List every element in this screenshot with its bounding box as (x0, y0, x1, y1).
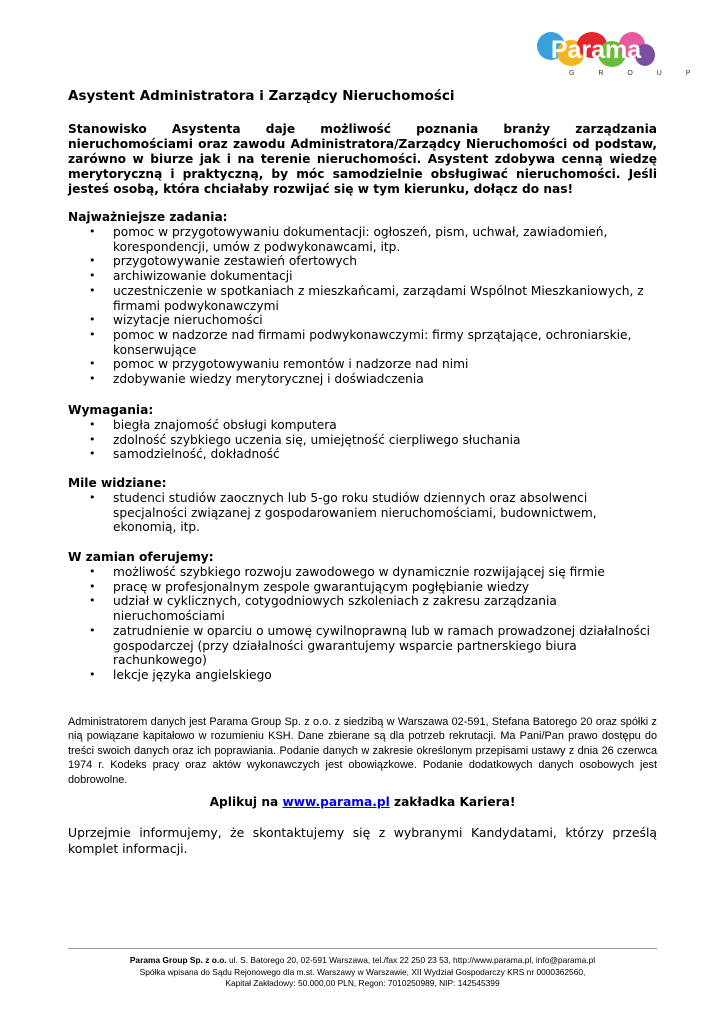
website-link[interactable]: www.parama.pl (282, 795, 390, 809)
we-offer-list (68, 565, 663, 683)
list-item: • pomoc w przygotowywaniu remontów i nadzorze nad nimi (89, 357, 469, 372)
apply-prefix: Aplikuj na (209, 795, 283, 809)
list-item: • archiwizowanie dokumentacji (89, 269, 293, 284)
list-item: • lekcje języka angielskiego (89, 667, 272, 682)
footer-line-1 (68, 955, 657, 967)
bullet-icon: • (89, 432, 96, 446)
bullet-icon: • (89, 418, 96, 431)
list-item: • pracę w profesjonalnym zespole gwarantującym pogłębianie wiedzy (89, 579, 530, 594)
section-requirements (68, 403, 663, 462)
section-we-offer (68, 550, 663, 683)
bullet-icon: • (89, 565, 96, 578)
requirements-list (68, 418, 663, 462)
data-administrator-note: Administratorem danych jest Parama Group Sp. z o.o. z siedzibą w Warszawa 02-591, Stefana Batorego 20 oraz spółki z nią powiązane kapitałowo w rozumieniu KSH. Dane zbierane są dla potrzeb rekrutacji. Ma Pani/Pan prawo dostępu do treści swoich danych oraz ich poprawiania. Podanie danych w zakresie określonym przepisami ustawy z dnia 26 czerwca 1974 r. Kodeks pracy oraz aktów wykonawczych jest obowiązkowe. Podanie dodatkowych danych osobowych jest dobrowolne. (68, 716, 657, 786)
bullet-icon: • (89, 623, 96, 637)
bullet-icon: • (89, 283, 96, 297)
bullet-icon: • (89, 313, 96, 327)
list-item: • samodzielność, dokładność (89, 447, 280, 462)
section-heading: W zamian oferujemy: (68, 550, 214, 564)
list-item: • zdolność szybkiego uczenia się, umiejętność cierpliwego słuchania (89, 432, 521, 447)
list-item: • zatrudnienie w oparciu o umowę cywilnoprawną lub w ramach prowadzonej działalności gospodarczej (przy działalności gwarantujemy wsparcie partnerskiego biura rachunkowego) (89, 623, 650, 668)
footer-line-2: Spółka wpisana do Sądu Rejonowego dla m.st. Warszawy w Warszawie, XII Wydział Gospodarczy KRS nr 0000362560, (139, 966, 586, 977)
bullet-icon: • (89, 594, 96, 608)
section-heading: Mile widziane: (68, 476, 167, 490)
list-item: • udział w cyklicznych, cotygodniowych szkoleniach z zakresu zarządzania nieruchomościami (89, 594, 557, 624)
apply-line (68, 795, 657, 809)
list-item: • studenci studiów zaocznych lub 5-go roku studiów dziennych oraz absolwenci specjalności związanej z gospodarowaniem nieruchomościami, budownictwem, ekonomią, itp. (89, 491, 597, 535)
footer (68, 955, 657, 990)
footer-line-3: Kapitał Zakładowy: 50.000,00 PLN, Regon: 7010250989, NIP: 142545399 (225, 978, 500, 988)
section-tasks (68, 210, 663, 387)
footer-address: ul. S. Batorego 20, 02-591 Warszawa, tel./fax 22 250 23 53, http://www.parama.pl, info@parama.pl (226, 955, 596, 965)
bullet-icon: • (89, 269, 96, 283)
bullet-icon: • (89, 667, 96, 681)
contact-note: Uprzejmie informujemy, że skontaktujemy się z wybranymi Kandydatami, którzy prześlą komplet informacji. (68, 825, 657, 856)
intro-paragraph: Stanowisko Asystenta daje możliwość poznania branży zarządzania nieruchomościami oraz zawodu Administratora/Zarządcy Nieruchomości od podstaw, zarówno w biurze jak i na terenie nieruchomości. Asystent zdobywa cenną wiedzę merytoryczną i praktyczną, by móc samodzielnie obsługiwać nieruchomości. Jeśli jesteś osobą, która chciałaby rozwijać się w tym kierunku, dołącz do nas! (68, 122, 657, 196)
bullet-icon: • (89, 372, 96, 386)
section-heading: Najważniejsze zadania: (68, 210, 228, 224)
section-heading: Wymagania: (68, 403, 154, 417)
nice-to-have-list (68, 491, 663, 535)
bullet-icon: • (89, 447, 96, 461)
logo-subtitle: G R O U P (569, 70, 702, 77)
bullet-icon: • (89, 579, 96, 593)
page-title: Asystent Administratora i Zarządcy Nieruchomości (68, 88, 455, 104)
parama-logo (537, 31, 702, 81)
logo-text: Parama (550, 36, 642, 64)
list-item: • biegła znajomość obsługi komputera (89, 418, 337, 432)
list-item: • przygotowywanie zestawień ofertowych (89, 254, 357, 269)
apply-suffix: zakładka Kariera! (389, 795, 516, 809)
list-item: • pomoc w przygotowywaniu dokumentacji: ogłoszeń, pism, uchwał, zawiadomień, korespondencji, umów z podwykonawcami, itp. (89, 225, 608, 254)
list-item: • uczestniczenie w spotkaniach z mieszkańcami, zarządami Wspólnot Mieszkaniowych, z firmami podwykonawczymi (89, 283, 644, 313)
logo-wordmark (537, 31, 655, 69)
footer-company: Parama Group Sp. z o.o. (129, 955, 227, 965)
bullet-icon: • (89, 327, 96, 341)
bullet-icon: • (89, 491, 96, 504)
bullet-icon: • (89, 254, 96, 268)
footer-divider (68, 948, 657, 949)
list-item: • wizytacje nieruchomości (89, 313, 263, 328)
list-item: • pomoc w nadzorze nad firmami podwykonawczymi: firmy sprzątające, ochroniarskie, konserwujące (89, 327, 632, 357)
list-item: • zdobywanie wiedzy merytorycznej i doświadczenia (89, 372, 424, 387)
bullet-icon: • (89, 225, 96, 238)
tasks-list (68, 225, 663, 387)
list-item: • możliwość szybkiego rozwoju zawodowego w dynamicznie rozwijającej się firmie (89, 565, 605, 579)
bullet-icon: • (89, 357, 96, 371)
section-nice-to-have (68, 476, 663, 535)
